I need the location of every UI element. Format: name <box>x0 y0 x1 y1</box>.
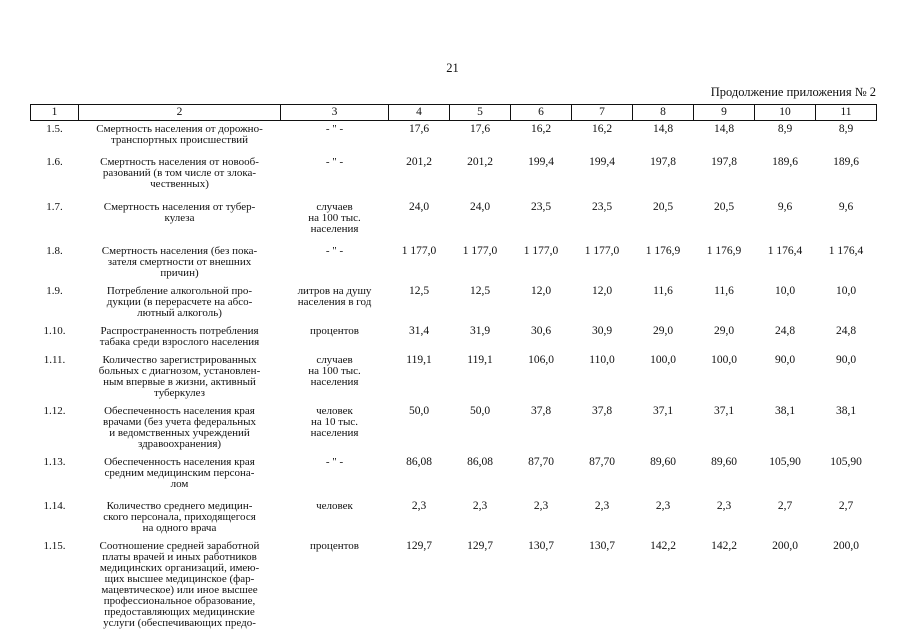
indicator-name <box>79 199 281 243</box>
row-number: 1.13. <box>43 455 66 468</box>
indicator-name-text: Потребление алкогольной про- дукции (в перерасчете на абсо- лютный алкоголь) <box>106 284 253 319</box>
value-cell: 11,6 <box>653 284 673 297</box>
value-cell: 2,3 <box>411 499 427 512</box>
value-cell: 2,3 <box>716 499 732 512</box>
value-cell: 23,5 <box>591 200 613 213</box>
value-cell: 8,9 <box>838 123 854 135</box>
continuation-caption: Продолжение приложения № 2 <box>710 85 876 99</box>
unit-text: литров на душу населения в год <box>297 284 372 308</box>
value-cell: 1 177,0 <box>584 244 620 257</box>
value-cell: 24,8 <box>835 324 857 337</box>
table-row <box>31 403 877 454</box>
value-cell: 50,0 <box>408 404 430 417</box>
row-number: 1.6. <box>46 155 63 168</box>
value-cell: 200,0 <box>833 539 859 552</box>
value-cell: 1 176,9 <box>706 244 742 257</box>
value-cell: 105,90 <box>769 455 801 468</box>
indicator-name <box>79 403 281 454</box>
value-cell: 29,0 <box>652 324 674 337</box>
value-cell: 30,9 <box>591 324 613 337</box>
table-row <box>31 121 877 154</box>
value-cell: 14,8 <box>652 123 674 135</box>
value-cell: 86,08 <box>406 455 432 468</box>
value-cell: 189,6 <box>833 155 859 168</box>
value-cell: 31,9 <box>469 324 491 337</box>
header-cell: 9 <box>694 105 755 121</box>
unit-cell <box>281 454 389 498</box>
table-row <box>31 283 877 323</box>
indicator-name <box>79 538 281 633</box>
indicator-name-text: Обеспеченность населения края средним медицинским персона- лом <box>104 455 255 490</box>
value-cell: 2,7 <box>777 499 793 512</box>
unit-cell <box>281 538 389 633</box>
indicators-table <box>30 104 877 633</box>
value-cell: 17,6 <box>408 123 430 135</box>
value-cell: 105,90 <box>830 455 862 468</box>
value-cell: 89,60 <box>711 455 737 468</box>
indicator-name-text: Количество зарегистрированных больных с диагнозом, установлен- ным впервые в жизни, активный туберкулез <box>98 353 261 399</box>
value-cell: 1 177,0 <box>523 244 559 257</box>
header-cell: 2 <box>79 105 281 121</box>
value-cell: 2,3 <box>472 499 488 512</box>
value-cell: 142,2 <box>650 539 676 552</box>
unit-cell <box>281 199 389 243</box>
value-cell: 119,1 <box>406 353 432 366</box>
row-number: 1.9. <box>46 284 63 297</box>
value-cell: 30,6 <box>530 324 552 337</box>
value-cell: 8,9 <box>777 123 793 135</box>
table-row <box>31 323 877 352</box>
unit-cell <box>281 283 389 323</box>
value-cell: 2,7 <box>838 499 854 512</box>
value-cell: 86,08 <box>467 455 493 468</box>
indicator-name <box>79 283 281 323</box>
value-cell: 29,0 <box>713 324 735 337</box>
value-cell: 37,1 <box>713 404 735 417</box>
table-row <box>31 199 877 243</box>
unit-text: человек на 10 тыс. населения <box>310 404 359 439</box>
unit-text: процентов <box>310 539 359 552</box>
row-number: 1.7. <box>46 200 63 213</box>
value-cell: 129,7 <box>406 539 432 552</box>
value-cell: 2,3 <box>594 499 610 512</box>
unit-text: - " - <box>325 123 344 135</box>
value-cell: 37,8 <box>591 404 613 417</box>
value-cell: 1 177,0 <box>401 244 437 257</box>
row-number: 1.5. <box>46 123 63 135</box>
header-cell: 11 <box>816 105 877 121</box>
value-cell: 87,70 <box>589 455 615 468</box>
value-cell: 12,5 <box>408 284 430 297</box>
indicator-name <box>79 454 281 498</box>
value-cell: 100,0 <box>711 353 737 366</box>
indicator-name-text: Соотношение средней заработной платы врачей и иных работников медицинских организаций, имею- щих высшее медицинское (фар- мацевтическое) или иное высшее профессиональное образование, предоставляющих медицинские услуги (обеспечивающих предо- <box>99 539 260 629</box>
value-cell: 197,8 <box>711 155 737 168</box>
value-cell: 199,4 <box>589 155 615 168</box>
value-cell: 16,2 <box>591 123 613 135</box>
unit-cell <box>281 121 389 154</box>
value-cell: 1 176,4 <box>828 244 864 257</box>
value-cell: 37,8 <box>530 404 552 417</box>
value-cell: 1 177,0 <box>462 244 498 257</box>
unit-cell <box>281 323 389 352</box>
value-cell: 197,8 <box>650 155 676 168</box>
value-cell: 2,3 <box>655 499 671 512</box>
unit-text: - " - <box>325 155 344 168</box>
value-cell: 199,4 <box>528 155 554 168</box>
value-cell: 106,0 <box>528 353 554 366</box>
value-cell: 38,1 <box>835 404 857 417</box>
indicator-name <box>79 498 281 538</box>
value-cell: 31,4 <box>408 324 430 337</box>
value-cell: 16,2 <box>530 123 552 135</box>
indicator-name-text: Количество среднего медицин- ского персонала, приходящегося на одного врача <box>103 499 256 534</box>
row-number: 1.11. <box>43 353 66 366</box>
unit-text: случаев на 100 тыс. населения <box>308 353 361 388</box>
value-cell: 24,0 <box>469 200 491 213</box>
unit-cell <box>281 243 389 283</box>
unit-text: случаев на 100 тыс. населения <box>308 200 361 235</box>
indicator-name-text: Смертность населения (без пока- зателя смертности от внешних причин) <box>101 244 258 279</box>
value-cell: 100,0 <box>650 353 676 366</box>
value-cell: 38,1 <box>774 404 796 417</box>
value-cell: 201,2 <box>406 155 432 168</box>
unit-text: - " - <box>325 244 344 257</box>
unit-cell <box>281 498 389 538</box>
value-cell: 189,6 <box>772 155 798 168</box>
value-cell: 129,7 <box>467 539 493 552</box>
value-cell: 24,8 <box>774 324 796 337</box>
unit-text: человек <box>316 499 353 512</box>
row-number: 1.14. <box>43 499 66 512</box>
row-number: 1.15. <box>43 539 66 552</box>
unit-text: - " - <box>325 455 344 468</box>
value-cell: 90,0 <box>774 353 796 366</box>
indicator-name-text: Распространенность потребления табака среди взрослого населения <box>99 324 260 348</box>
indicator-name-text: Обеспеченность населения края врачами (без учета федеральных и ведомственных учреждений здравоохранения) <box>103 404 256 450</box>
header-cell: 3 <box>281 105 389 121</box>
header-cell: 4 <box>389 105 450 121</box>
value-cell: 12,0 <box>530 284 552 297</box>
indicator-name <box>79 154 281 199</box>
header-cell: 1 <box>31 105 79 121</box>
value-cell: 1 176,9 <box>645 244 681 257</box>
value-cell: 9,6 <box>777 200 793 213</box>
value-cell: 20,5 <box>713 200 735 213</box>
table-body <box>31 121 877 633</box>
value-cell: 10,0 <box>774 284 796 297</box>
unit-cell <box>281 403 389 454</box>
value-cell: 200,0 <box>772 539 798 552</box>
value-cell: 89,60 <box>650 455 676 468</box>
value-cell: 12,0 <box>591 284 613 297</box>
indicator-name <box>79 352 281 403</box>
value-cell: 24,0 <box>408 200 430 213</box>
value-cell: 110,0 <box>589 353 615 366</box>
value-cell: 142,2 <box>711 539 737 552</box>
value-cell: 12,5 <box>469 284 491 297</box>
value-cell: 87,70 <box>528 455 554 468</box>
value-cell: 130,7 <box>589 539 615 552</box>
unit-text: процентов <box>310 324 359 337</box>
value-cell: 90,0 <box>835 353 857 366</box>
value-cell: 50,0 <box>469 404 491 417</box>
value-cell: 119,1 <box>467 353 493 366</box>
indicator-name-text: Смертность населения от новооб- разований (в том числе от злока- чественных) <box>100 155 259 190</box>
header-cell: 7 <box>572 105 633 121</box>
value-cell: 20,5 <box>652 200 674 213</box>
table-row <box>31 454 877 498</box>
value-cell: 9,6 <box>838 200 854 213</box>
row-number: 1.10. <box>43 324 66 337</box>
indicator-name <box>79 243 281 283</box>
header-cell: 8 <box>633 105 694 121</box>
page-number: 21 <box>446 61 459 75</box>
value-cell: 201,2 <box>467 155 493 168</box>
value-cell: 1 176,4 <box>767 244 803 257</box>
indicator-name <box>79 121 281 154</box>
value-cell: 17,6 <box>469 123 491 135</box>
row-number: 1.8. <box>46 244 63 257</box>
value-cell: 130,7 <box>528 539 554 552</box>
unit-cell <box>281 352 389 403</box>
value-cell: 11,6 <box>714 284 734 297</box>
indicator-name <box>79 323 281 352</box>
header-cell: 10 <box>755 105 816 121</box>
indicator-name-text: Смертность населения от тубер- кулеза <box>103 200 256 224</box>
value-cell: 2,3 <box>533 499 549 512</box>
table-row <box>31 538 877 633</box>
table-row <box>31 352 877 403</box>
header-cell: 6 <box>511 105 572 121</box>
header-cell: 5 <box>450 105 511 121</box>
table-row <box>31 243 877 283</box>
header-row <box>31 105 877 121</box>
value-cell: 23,5 <box>530 200 552 213</box>
row-number: 1.12. <box>43 404 66 417</box>
value-cell: 10,0 <box>835 284 857 297</box>
table-row <box>31 498 877 538</box>
value-cell: 37,1 <box>652 404 674 417</box>
indicator-name-text: Смертность населения от дорожно- транспортных происшествий <box>96 123 263 146</box>
unit-cell <box>281 154 389 199</box>
value-cell: 14,8 <box>713 123 735 135</box>
table-row <box>31 154 877 199</box>
